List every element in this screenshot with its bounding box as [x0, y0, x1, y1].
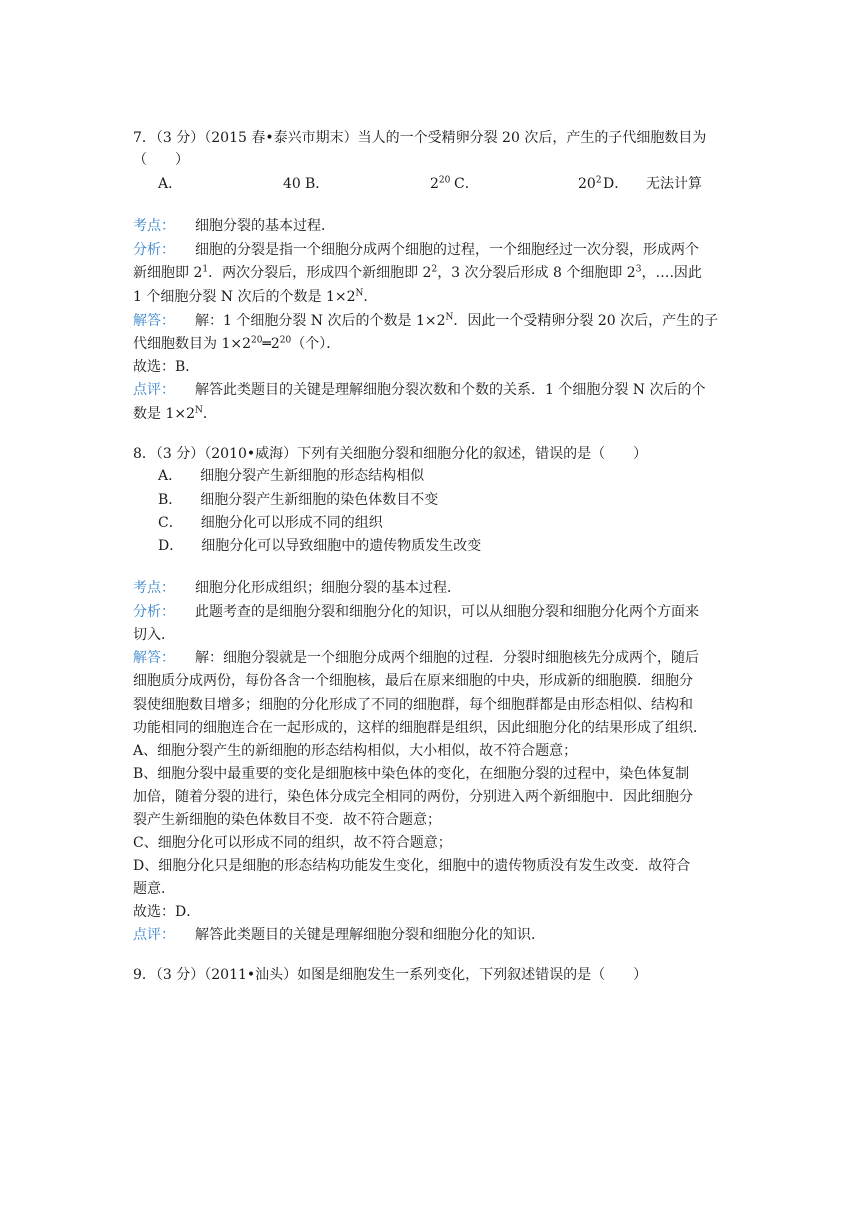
q8-jieda-line2: 细胞质分成两份，每份各含一个细胞核，最后在原来细胞的中央，形成新的细胞膜．细胞分: [133, 673, 693, 689]
q7-dianping-line2: 数是 $1\times 2^N$．: [133, 405, 217, 422]
q7-fenxi-line3: 1 个细胞分裂 N 次后的个数是 $1\times 2^N$．: [133, 288, 378, 305]
q8-fenxi: 分析： 此题考查的是细胞分裂和细胞分化的知识，可以从细胞分裂和细胞分化两个方面来: [133, 604, 699, 620]
jieda-label: 解答：: [133, 313, 175, 329]
q7-jieda-line2: 代细胞数目为 $1\times 2^{20}═2^{20}$（个）．: [133, 335, 341, 352]
q7-header: 7．（3 分）（2015 春•泰兴市期末）当人的一个受精卵分裂 20 次后，产生的子代细胞数目为: [133, 130, 707, 146]
q7-kaodian: 考点： 细胞分裂的基本过程．: [133, 218, 335, 234]
kaodian-label: 考点：: [133, 218, 175, 234]
q8-header: 8．（3 分）（2010•威海）下列有关细胞分裂和细胞分化的叙述，错误的是（ ）: [133, 446, 648, 462]
q7-fenxi: 分析： 细胞的分裂是指一个细胞分成两个细胞的过程，一个细胞经过一次分裂，形成两个: [133, 242, 699, 258]
q8-jieda-line10: D、细胞分化只是细胞的形态结构功能发生变化，细胞中的遗传物质没有发生改变．故符合: [133, 858, 691, 874]
q8-option-a: A． 细胞分裂产生新细胞的形态结构相似: [158, 468, 425, 484]
q8-jieda-line4: 功能相同的细胞连合在一起形成的，这样的细胞群是组织，因此细胞分化的结果形成了组织．: [133, 720, 707, 736]
fenxi-label: 分析：: [133, 604, 175, 620]
q8-option-d: D． 细胞分化可以导致细胞中的遗传物质发生改变: [158, 538, 482, 554]
q7-option-c-value: $20^2$: [578, 175, 602, 192]
q7-option-a-letter: A．: [158, 176, 183, 192]
q7-option-b-letter: B．: [305, 176, 330, 192]
q8-dianping: 点评： 解答此类题目的关键是理解细胞分裂和细胞分化的知识．: [133, 927, 545, 943]
q8-jieda: 解答： 解：细胞分裂就是一个细胞分成两个细胞的过程．分裂时细胞核先分成两个，随后: [133, 650, 699, 666]
jieda-label: 解答：: [133, 650, 175, 666]
dianping-label: 点评：: [133, 927, 175, 943]
q7-option-d-text: 无法计算: [646, 176, 702, 192]
q7-option-a-value: 40: [283, 176, 301, 192]
kaodian-label: 考点：: [133, 580, 175, 596]
q8-jieda-line11: 题意．: [133, 881, 175, 897]
q8-kaodian: 考点： 细胞分化形成组织；细胞分裂的基本过程．: [133, 580, 461, 596]
q7-answer-blank: （ ）: [133, 152, 189, 168]
q7-fenxi-line2: 新细胞即 $2^1$．两次分裂后，形成四个新细胞即 $2^2$，3 次分裂后形成 8 个细胞即 $2^3$，….因此: [133, 264, 702, 281]
q8-jieda-line8: 裂产生新细胞的染色体数目不变．故不符合题意；: [133, 812, 441, 828]
q8-fenxi-line2: 切入．: [133, 627, 175, 643]
fenxi-label: 分析：: [133, 242, 175, 258]
q7-dianping: 点评： 解答此类题目的关键是理解细胞分裂次数和个数的关系．1 个细胞分裂 N 次后的个: [133, 382, 706, 398]
q9-header: 9．（3 分）（2011•汕头）如图是细胞发生一系列变化，下列叙述错误的是（ ）: [133, 967, 648, 983]
q8-option-b: B． 细胞分裂产生新细胞的染色体数目不变: [158, 492, 439, 508]
dianping-label: 点评：: [133, 382, 175, 398]
q8-jieda-line7: 加倍，随着分裂的进行，染色体分成完全相同的两份，分别进入两个新细胞中．因此细胞分: [133, 789, 693, 805]
q8-jieda-line3: 裂使细胞数目增多；细胞的分化形成了不同的细胞群，每个细胞群都是由形态相似、结构和: [133, 697, 693, 713]
q7-option-d-letter: D．: [603, 176, 629, 192]
q7-option-c-letter: C．: [454, 176, 479, 192]
q7-jieda: 解答： 解：1 个细胞分裂 N 次后的个数是 $1\times 2^N$．因此一个受精卵分裂 20 次后，产生的子: [133, 312, 719, 329]
q7-guxuan: 故选：B．: [133, 359, 200, 375]
q8-guxuan: 故选：D．: [133, 904, 201, 920]
q8-option-c: C． 细胞分化可以形成不同的组织: [158, 515, 383, 531]
q8-jieda-line9: C、细胞分化可以形成不同的组织，故不符合题意；: [133, 835, 452, 851]
q8-jieda-line6: B、细胞分裂中最重要的变化是细胞核中染色体的变化，在细胞分裂的过程中，染色体复制: [133, 766, 690, 782]
q8-jieda-line5: A、细胞分裂产生的新细胞的形态结构相似，大小相似，故不符合题意；: [133, 743, 578, 759]
q7-option-b-value: $2^{20}$: [430, 175, 451, 192]
